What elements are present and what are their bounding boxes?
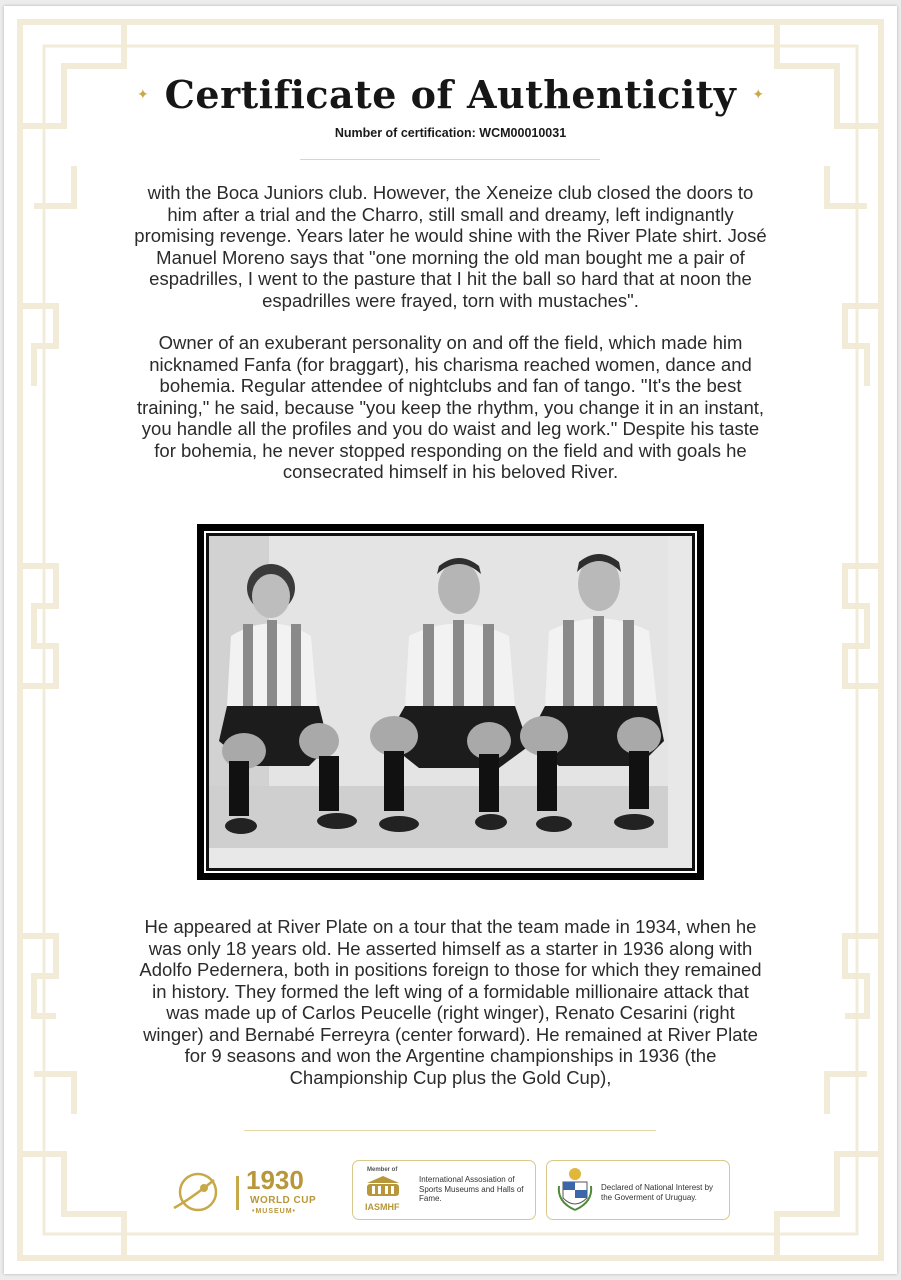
building-icon — [363, 1175, 403, 1199]
certificate-title: Certificate of Authenticity — [164, 72, 737, 117]
header-divider — [300, 159, 600, 160]
national-interest-badge — [546, 1160, 730, 1220]
footer-divider — [244, 1130, 656, 1131]
title-row — [4, 72, 897, 117]
iasmhf-description: International Assosiation of Sports Museums and Halls of Fame. — [419, 1175, 524, 1203]
uruguay-coat-of-arms-icon — [555, 1166, 595, 1212]
certification-number: Number of certification: WCM00010031 — [334, 126, 567, 140]
photo-frame — [197, 524, 704, 880]
national-interest-description: Declared of National Interest by the Goverment of Uruguay. — [601, 1183, 714, 1202]
paragraph-bottom: He appeared at River Plate on a tour that the team made in 1934, when he was only 18 years old. He asserted himself as a starter in 1936 along with Adolfo Pedernera, both in positions foreign to those for which they remained in history. They formed the left wing of a formidable millionaire attack that was made up of Carlos Peucelle (right winger), Renato Cesarini (right winger) and Bernabé Ferreyra (center forward). He remained at River Plate for 9 seasons and won the Argentine championships in 1936 (the Championship Cup plus the Gold Cup), — [139, 916, 762, 1088]
museum-line1: WORLD CUP — [250, 1195, 317, 1206]
star-icon: ✦ — [752, 86, 765, 103]
museum-line2: •MUSEUM• — [252, 1208, 297, 1215]
museum-year: 1930 — [246, 1165, 304, 1195]
paragraph-top: with the Boca Juniors club. However, the Xeneize club closed the doors to him after a trial and the Charro, still small and dreamy, left indignantly promising revenge. Years later he would shine with the River Plate shirt. José Manuel Moreno says that "one morning the old man bought me a pair of espadrilles, I went to the pasture that I hit the ball so hard that at noon the espadrilles were frayed, torn with mustaches". — [134, 182, 767, 311]
star-icon: ✦ — [136, 86, 149, 103]
certificate-page — [4, 6, 897, 1274]
team-photo — [209, 536, 668, 848]
museum-logo — [170, 1164, 330, 1224]
ball-emblem-icon — [170, 1168, 222, 1220]
iasmhf-acronym: IASMHF — [365, 1202, 400, 1212]
iasmhf-badge — [352, 1160, 536, 1220]
museum-separator — [236, 1176, 239, 1210]
iasmhf-member-label: Member of — [367, 1167, 398, 1173]
paragraph-second: Owner of an exuberant personality on and off the field, which made him nicknamed Fanfa (for braggart), his charisma reached women, dance and bohemia. Regular attendee of nightclubs and fan of tango. "It's the best training," he said, because "you keep the rhythm, you change it in an instant, you handle all the profiles and you do waist and leg work." Despite his taste for bohemia, he never stopped responding on the field and with goals he consecrated himself in his beloved River. — [136, 332, 765, 482]
